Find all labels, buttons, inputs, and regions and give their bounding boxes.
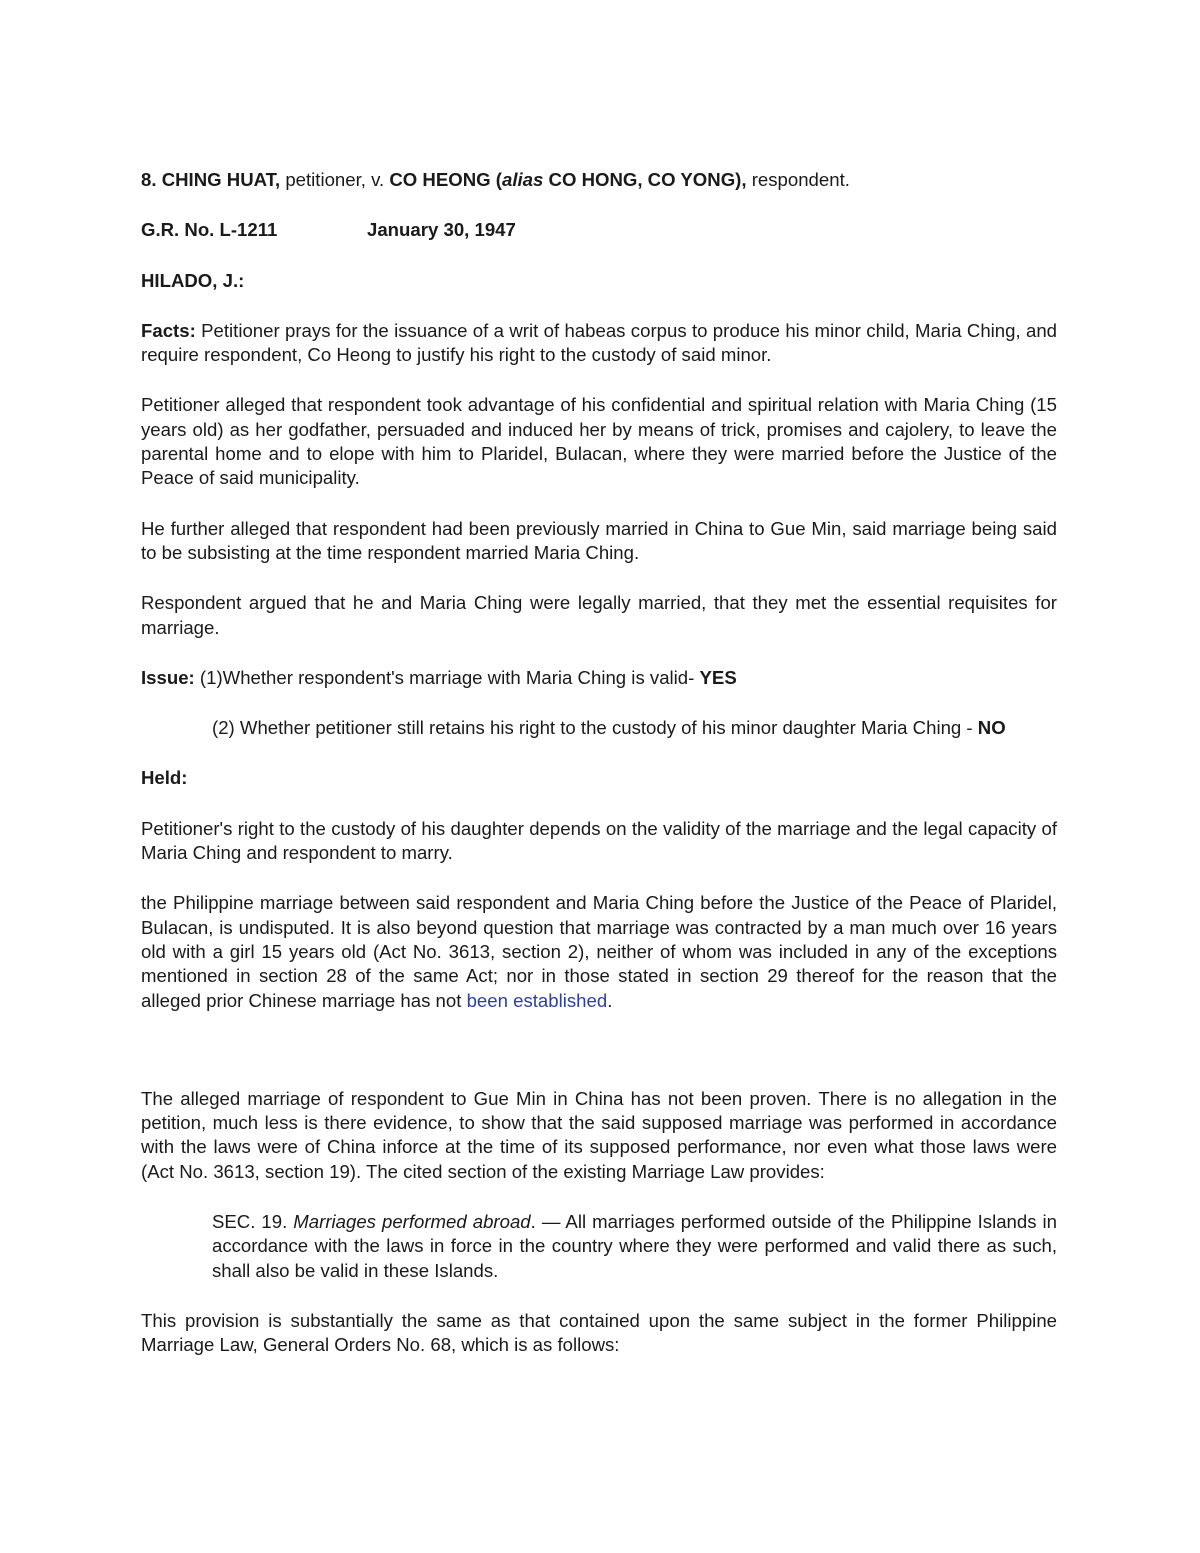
held-paragraph-2: the Philippine marriage between said respondent and Maria Ching before the Justice of the Peace of Plaridel, Bulacan, is undisputed. It is also beyond question that marriage was contracted by a man much over 16 years old with a girl 15 years old (Act No. 3613, section 2), neither of whom was included in any of the exceptions mentioned in section 28 of the same Act; nor in those stated in section 29 thereof for the reason that the alleged prior Chinese marriage has not been established.: [141, 892, 1057, 1011]
held-paragraph-3: The alleged marriage of respondent to Gue Min in China has not been proven. There is no allegation in the petition, much less is there evidence, to show that the said supposed marriage was performed in accordance with the laws were of China inforce at the time of its supposed performance, nor even what those laws were (Act No. 3613, section 19). The cited section of the existing Marriage Law provides:: [141, 1087, 1057, 1182]
petitioner-name: CHING HUAT,: [161, 169, 281, 190]
facts-paragraph-2: Petitioner alleged that respondent took advantage of his confidential and spiritual relation with Maria Ching (15 years old) as her godfather, persuaded and induced her by means of trick, promises and cajolery, to leave the parental home and to elope with him to Plaridel, Bulacan, where they were married before the Justice of the Peace of said municipality.: [141, 394, 1057, 489]
decision-date: January 30, 1947: [367, 219, 516, 241]
held-label: Held:: [141, 767, 188, 789]
facts-label: Facts:: [141, 319, 196, 341]
case-reference: [141, 218, 1057, 242]
document-page: [141, 168, 1057, 1358]
held-paragraph-1: Petitioner's right to the custody of his daughter depends on the validity of the marriage and the legal capacity of Maria Ching and respondent to marry.: [141, 817, 1057, 864]
issue-1-answer: YES: [699, 666, 737, 688]
case-number: 8.: [141, 169, 157, 190]
facts-paragraph-4: Respondent argued that he and Maria Ching were legally married, that they met the essential requisites for marriage.: [141, 592, 1057, 638]
respondent-role: respondent.: [751, 169, 850, 190]
section-title: Marriages performed abroad: [293, 1211, 531, 1233]
quoted-section-19: SEC. 19. Marriages performed abroad. — All marriages performed outside of the Philippine Islands in accordance with the laws in force in the country where they were performed and valid there as such, shall also be valid in these Islands.: [212, 1211, 1058, 1281]
gr-number: G.R. No. L-1211: [141, 219, 278, 241]
issue-2-answer: NO: [977, 717, 1006, 739]
respondent-name-b: CO HONG, CO YONG),: [543, 169, 747, 190]
blank-space: [141, 1013, 1057, 1087]
respondent-name-a: CO HEONG (: [389, 169, 502, 190]
alias-word: alias: [501, 169, 544, 190]
ponente: HILADO, J.:: [141, 269, 245, 291]
held-paragraph-4: This provision is substantially the same as that contained upon the same subject in the former Philippine Marriage Law, General Orders No. 68, which is as follows:: [141, 1309, 1057, 1356]
issue-1: Issue: (1)Whether respondent's marriage with Maria Ching is valid- YES: [141, 666, 737, 688]
facts-paragraph-1: Facts: Petitioner prays for the issuance of a writ of habeas corpus to produce his minor child, Maria Ching, and require respondent, Co Heong to justify his right to the custody of said minor.: [141, 319, 1058, 366]
issue-label: Issue:: [141, 666, 195, 688]
been-established-link[interactable]: been established: [466, 989, 608, 1011]
case-title: [141, 168, 1057, 192]
issue-2: (2) Whether petitioner still retains his right to the custody of his minor daughter Maria Ching - NO: [212, 717, 1006, 739]
petitioner-role: petitioner, v.: [285, 169, 385, 190]
facts-paragraph-3: He further alleged that respondent had been previously married in China to Gue Min, said marriage being said to be subsisting at the time respondent married Maria Ching.: [141, 517, 1057, 563]
